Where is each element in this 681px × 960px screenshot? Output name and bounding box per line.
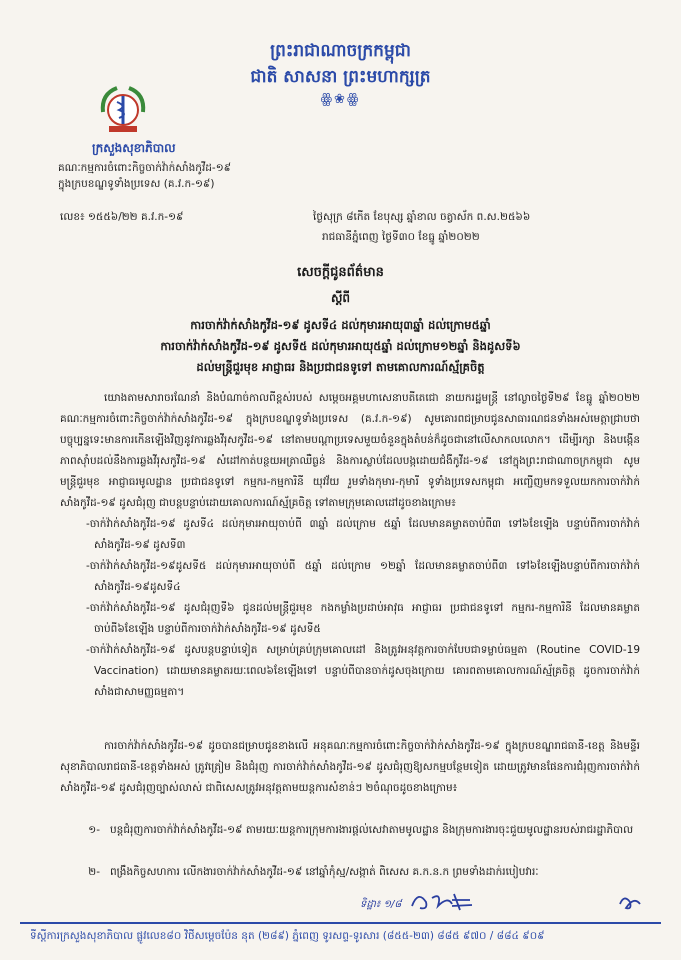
ministry-logo-icon	[97, 82, 149, 136]
ornament: ꙮ❀ꙮ	[320, 92, 361, 107]
initial-mark-icon	[616, 892, 644, 912]
intro-paragraph: យោងតាមសារាចរណែនាំ និងបំណាច់កាលពីខ្ពស់របស់ សម្តេចអគ្គមហាសេនាបតីតេជោ នាយករដ្ឋមន្ត្រី នៅល្ងាចថ្ងៃទី២៩ ខែធ្នូ ឆ្នាំ២០២២ គណៈកម្មការចំពោះកិច្ចចាក់វ៉ាក់សាំងកូវីដ-១៩ ក្នុងក្របខណ្ឌទូទាំងប្រទេស (គ.វ.ក-១៩) សូមគោរពជម្រាបជូនសាធារណជនទាំងអស់មេត្តាជ្រាបថា បច្ចុប្បន្នទេះមានការកើនឡើងវិញនូវការឆ្លងវីរុសកូវីដ-១៩ នៅតាមបណ្តាប្រទេសមួយចំនួនក្នុងតំបន់ក៏ដូចជានៅលើសាកលលោក។ ដើម្បីរក្សា និងបង្កើនភាពស៊ាំបដល់នឹងការឆ្លងវីរុសកូវីដ-១៩ សំដៅកាត់បន្ថយអត្រាឈឺធ្ងន់ និងការស្លាប់ដែលបង្កដោយជំងឺកូវីដ-១៩ នៅក្នុងព្រះរាជាណាចក្រកម្ពុជា សូម មន្ត្រីជួរមុខ អាជ្ញាធរមូលដ្ឋាន ប្រជាជនទូទៅ កម្មករ-កម្មការិនី យុវវ័យ រួមទាំងកុមារ-កុមារី ទូទាំងប្រទេសកម្ពុជា អញ្ជើញមកទទួលយកការចាក់វ៉ាក់សាំងកូវីដ-១៩ ដូសជំរុញ ជាបន្តបន្ទាប់ដោយគោលការណ៍ស្ម័គ្រចិត្ត ទៅតាមក្រុមគោលដៅដូចខាងក្រោម៖	[60, 392, 640, 509]
footer-divider	[20, 922, 661, 924]
page-initials: ទិដ្ឋា៖ ១/៨	[360, 899, 402, 910]
signature-icon	[408, 888, 478, 914]
lunar-date: ថ្ងៃសុក្រ ៨កើត ខែបុស្ស ឆ្នាំខាល ចត្វាស័ក ព.ស.២៥៦៦	[313, 211, 531, 223]
ministry-name: ក្រសួងសុខាភិបាល	[92, 141, 176, 155]
document-title: សេចក្តីជូនព័ត៌មាន	[297, 265, 384, 280]
reference-number: លេខ៖ ១៥៥៦/២២ គ.វ.ក-១៩	[60, 211, 184, 223]
committee-line-1: គណៈកម្មការចំពោះកិច្ចចាក់វ៉ាក់សាំងកូវីដ-១៩	[58, 162, 232, 174]
committee-line-2: ក្នុងក្របខណ្ឌទូទាំងប្រទេស (គ.វ.ក-១៩)	[58, 178, 215, 190]
list-item: -ចាក់វ៉ាក់សាំងកូវីដ-១៩ ដូសទី៤ ដល់កុមារអាយុចាប់ពី ៣ឆ្នាំ ដល់ក្រោម ៥ឆ្នាំ ដែលមានគម្លាតចាប់ពី៣ ទៅ៦ខែឡើង បន្ទាប់ពីការចាក់វ៉ាក់សាំងកូវីដ-១៩ ដូសទី៣	[86, 518, 640, 551]
national-motto: ជាតិ សាសនា ព្រះមហាក្សត្រ	[250, 67, 431, 87]
target-group-list	[86, 514, 640, 703]
subject-line-1: ការចាក់វ៉ាក់សាំងកូវីដ-១៩ ដូសទី៤ ដល់កុមារអាយុ៣ឆ្នាំ ដល់ក្រោម៥ឆ្នាំ	[190, 318, 491, 332]
kingdom-heading: ព្រះរាជាណាចក្រកម្ពុជា	[270, 41, 411, 61]
subject-line-2: ការចាក់វ៉ាក់សាំងកូវីដ-១៩ ដូសទី៥ ដល់កុមារអាយុ៥ឆ្នាំ ដល់ក្រោម១២ឆ្នាំ និងដូសទី៦	[160, 339, 521, 353]
second-paragraph: ការចាក់វ៉ាក់សាំងកូវីដ-១៩ ដូចបានជម្រាបជូនខាងលើ អនុគណៈកម្មការចំពោះកិច្ចចាក់វ៉ាក់សាំងកូវីដ-១៩ ក្នុងក្របខណ្ឌរាជធានី-ខេត្ត និងមន្ទីរសុខាភិបាលរាជធានី-ខេត្តទាំងអស់ ត្រូវត្រៀម និងជំរុញ ការចាក់វ៉ាក់សាំងកូវីដ-១៩ ដូសជំរុញឱ្យសកម្មបន្ថែមទៀត ដោយត្រូវមានផែនការជំរុញការចាក់វ៉ាក់សាំងកូវីដ-១៩ ដូសជំរុញច្បាស់លាស់ ជាពិសេសត្រូវអនុវត្តតាមយន្តការសំខាន់ៗ ២ចំណុចដូចខាងក្រោម៖	[60, 740, 640, 794]
numbered-item-1	[60, 820, 640, 841]
item-number: ១-	[88, 824, 100, 836]
subject-label: ស្តីពី	[330, 291, 351, 305]
list-item: -ចាក់វ៉ាក់សាំងកូវីដ-១៩ ដូសជំរុញទី៦ ជូនដល់មន្ត្រីជួរមុខ កងកម្លាំងប្រដាប់អាវុធ អាជ្ញាធរ ប្រជាជនទូទៅ កម្មករ-កម្មការិនី ដែលមានគម្លាតចាប់ពី៦ខែឡើង បន្ទាប់ពីការចាក់វ៉ាក់សាំងកូវីដ-១៩ ដូសទី៥	[86, 602, 640, 635]
list-item: -ចាក់វ៉ាក់សាំងកូវីដ-១៩ដូសទី៥ ដល់កុមារអាយុចាប់ពី ៥ឆ្នាំ ដល់ក្រោម ១២ឆ្នាំ ដែលមានគម្លាតចាប់ពី៣ ទៅ៦ខែឡើងបន្ទាប់ពីការចាក់វ៉ាក់សាំងកូវីដ-១៩ដូសទី៤	[86, 560, 640, 593]
item-text: ពង្រឹងកិច្ចសហការ លើកងារចាក់វ៉ាក់សាំងកូវីដ-១៩ នៅឆ្នាំកុំស្ម/សង្កាត់ ពិសេស គ.ក.ន.ក ព្រមទាំងដាក់របៀបវារៈ	[110, 866, 539, 878]
subject-line-3: ដល់មន្ត្រីជួរមុខ អាជ្ញាធរ និងប្រជាជនទូទៅ តាមគោលការណ៍ស្ម័គ្រចិត្ត	[196, 360, 485, 374]
solar-date: រាជធានីភ្នំពេញ ថ្ងៃទី៣០ ខែធ្នូ ឆ្នាំ២០២២	[322, 231, 480, 243]
numbered-item-2	[60, 862, 640, 883]
list-item: -ចាក់វ៉ាក់សាំងកូវីដ-១៩ ដូសបន្តបន្ទាប់ទៀត សម្រាប់គ្រប់ក្រុមគោលដៅ និងត្រូវអនុវត្តការចាក់បែបជាទម្លាប់ធម្មតា (Routine COVID-19 Vaccination) ដោយមានគម្លាតរយៈពេល៦ខែឡើងទៅ បន្ទាប់ពីបានចាក់ដូសចុងក្រោយ គោរពតាមគោលការណ៍ស្ម័គ្រចិត្ត ដូចការចាក់វ៉ាក់សាំងជាសាមញ្ញធម្មតា។	[86, 644, 640, 698]
item-number: ២-	[88, 866, 100, 878]
item-text: បន្តជំរុញការចាក់វ៉ាក់សាំងកូវីដ-១៩ តាមរយៈយន្តការក្រុមការងារផ្តល់សេវាតាមមូលដ្ឋាន និងក្រុមការងារចុះជួយមូលដ្ឋានរបស់រាជរដ្ឋាភិបាល	[110, 824, 634, 836]
footer-address: ទីស្តីការក្រសួងសុខាភិបាល ផ្លូវលេខ៨០ វិថីសម្តេចប៉ែន នុត (២៨៩) ភ្នំពេញ ទូរសព្ទ-ទូរសារ (៨៥៥-២៣) ៨៨៥ ៩៧០ / ៨៨៤ ៩០៩	[30, 930, 545, 942]
committee-name	[58, 160, 231, 192]
